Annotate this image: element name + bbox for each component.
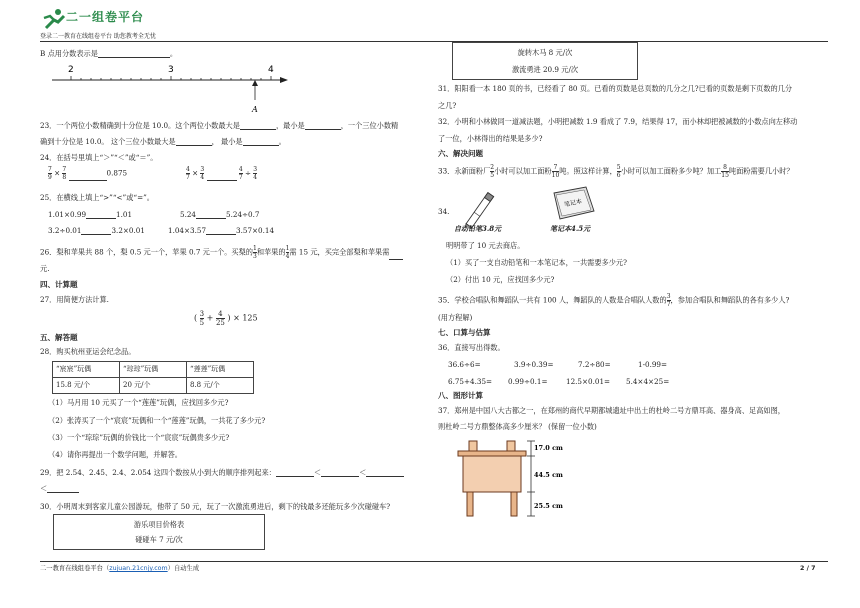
question-36: 36．直接写出得数。 — [438, 343, 505, 352]
question-34: 34. — [438, 207, 450, 216]
page-number: 2 / 7 — [800, 565, 816, 572]
question-28-sub-4: （4）请你再提出一个数学问题，并解答。 — [48, 450, 182, 459]
calc-1: 36.6÷6= — [448, 360, 481, 369]
question-23-line2: 确到十分位是 10.0。 这个三位小数最大是 ， 最小是 。 — [40, 137, 286, 146]
notebook-price-label: 笔记本4.5元 — [550, 224, 591, 233]
ride-price-list-continued — [452, 42, 638, 80]
question-34-intro: 明明带了 10 元去商店。 — [446, 241, 525, 250]
ride-price-list-title: 游乐项目价格表 — [133, 520, 185, 529]
question-28: 28．购买杭州亚运会纪念品。 — [40, 347, 136, 356]
souvenir-price-3: 8.8 元/个 — [187, 378, 254, 394]
question-28-sub-2: （2）张涛买了一个“宸宸”玩偶和一个“莲莲”玩偶，一共花了多少元? — [48, 416, 266, 425]
dim-ear-height: 17.0 cm — [534, 444, 563, 452]
calc-4: 1-0.99= — [638, 360, 668, 369]
question-31-tail: 之几? — [438, 101, 457, 110]
question-25-r2: 3.2÷0.01 3.2×0.01 — [48, 226, 145, 235]
question-23: 23．一个两位小数精确到十分位是 10.0。这个两位小数最大是 ，最小是 ，一个三位小数精 — [40, 121, 399, 130]
pencil-price-label: 自动铅笔3.8元 — [454, 224, 502, 233]
question-29: 29．把 2.54、2.45、2.4、2.054 这四个数按从小到大的顺序排列起来： ＜ ＜ — [40, 468, 404, 477]
calc-8: 5.4×4×25= — [626, 377, 670, 386]
question-33: 33．永新面粉厂 $\frac{2}{5}$ 小时可以加工面粉 $\frac{7}{10}$ 吨。照这样计算， $\frac{5}{6}$ 小时可以加工面粉多少吨？加工 $\frac{8}{15}$ 吨面粉需要几小时？ — [438, 164, 794, 179]
souvenir-name-3: “莲莲”玩偶 — [187, 362, 254, 378]
section-5-title: 五、解答题 — [40, 333, 78, 342]
question-32: 32．小明和小林做同一道减法题，小明把减数 1.9 看成了 7.9，结果得 17，而小林却把被减数的小数点向左移动 — [438, 117, 798, 126]
footer-divider — [40, 561, 828, 562]
souvenir-name-2: “琮琮”玩偶 — [120, 362, 187, 378]
question-29-tail: ＜ — [40, 484, 79, 493]
souvenir-price-1: 15.8 元/个 — [53, 378, 120, 394]
question-24-a: $\frac{7}{9}$ × $\frac{7}{8}$ 0.875 — [48, 166, 128, 181]
header-tagline: 登录二一教育在线组卷平台 助您教考全无忧 — [40, 33, 156, 40]
question-27: 27．用简便方法计算. — [40, 295, 109, 304]
dim-body-height: 44.5 cm — [534, 471, 563, 479]
question-24-b: $\frac{4}{7}$ × $\frac{3}{4}$ $\frac{4}{7}$ ÷ $\frac{3}{4}$ — [186, 166, 258, 181]
point-a-label: A — [252, 105, 258, 114]
question-26: 26．梨和苹果共 88 个，梨 0.5 元一个，苹果 0.7 元一个。买梨的 $\frac{1}{3}$ 和苹果的 $\frac{1}{4}$ 需 15 元，买完全部梨和苹果需 — [40, 245, 403, 260]
question-25-r2b: 1.04×3.57 3.57×0.14 — [168, 226, 275, 235]
question-35: 35．学校合唱队和舞蹈队一共有 100 人，舞蹈队的人数是合唱队人数的 $\frac{3}{7}$ ，参加合唱队和舞蹈队的各有多少人? — [438, 293, 790, 308]
notebook-icon — [548, 185, 598, 221]
question-30: 30．小明周末到客家儿童公园游玩，他带了 50 元，玩了一次激流勇进后，剩下的钱最多还能玩多少次碰碰车? — [40, 502, 391, 511]
calc-5: 6.75+4.35= — [448, 377, 493, 386]
souvenir-price-2: 20 元/个 — [120, 378, 187, 394]
question-34-sub-1: （1）买了一支自动铅笔和一本笔记本，一共需要多少元? — [446, 258, 627, 267]
section-4-title: 四、计算题 — [40, 280, 78, 289]
ride-price-carousel: 旋转木马 8 元/次 — [517, 48, 573, 57]
section-6-title: 六、解决问题 — [438, 149, 483, 158]
dim-foot-height: 25.5 cm — [534, 502, 563, 510]
section-7-title: 七、口算与估算 — [438, 328, 491, 337]
question-35-note: (用方程解) — [438, 313, 473, 322]
question-28-sub-3: （3）一个“琮琮”玩偶的价钱比一个“宸宸”玩偶贵多少元? — [48, 433, 230, 442]
question-25-r1b: 5.24 5.24÷0.7 — [180, 210, 260, 219]
question-27-expression: ( $\frac{3}{5}$ + $\frac{4}{25}$ ) × 125 — [194, 310, 258, 327]
tick-label-4: 4 — [268, 65, 274, 75]
calc-6: 0.99÷0.1= — [508, 377, 548, 386]
bronze-ding-figure — [455, 438, 575, 520]
souvenir-name-1: “宸宸”玩偶 — [53, 362, 120, 378]
question-32-tail: 了一位，小林得出的结果是多少? — [438, 134, 543, 143]
question-26-tail: 元. — [40, 264, 50, 273]
calc-3: 7.2÷80= — [578, 360, 611, 369]
question-25-r1: 1.01×0.99 1.01 — [48, 210, 133, 219]
notebook-cover-text: 笔记本 — [563, 197, 583, 209]
footer-link[interactable]: zujuan.21cnjy.com — [109, 565, 168, 572]
footer-source: 二一教育在线组卷平台（zujuan.21cnjy.com）自动生成 — [40, 565, 200, 572]
question-25: 25．在横线上填上“>”“<”或“=”。 — [40, 193, 154, 202]
ride-price-list — [53, 514, 265, 550]
number-line — [40, 58, 300, 116]
question-31: 31．阳阳看一本 180 页的书，已经看了 80 页。已看的页数是总页数的几分之几?已看的页数是剩下页数的几分 — [438, 84, 793, 93]
ride-price-bumper-car: 碰碰车 7 元/次 — [135, 535, 183, 544]
header-divider — [40, 41, 828, 42]
souvenir-price-table — [52, 361, 254, 394]
tick-label-2: 2 — [68, 65, 74, 75]
calc-2: 3.9÷0.39= — [514, 360, 554, 369]
question-37-tail: 则杜岭二号方鼎整体高多少厘米？ (保留一位小数) — [438, 422, 597, 431]
question-37: 37．郑州是中国八大古都之一，在郑州的商代早期都城遗址中出土的杜岭二号方鼎耳高、器身高、足高如图， — [438, 406, 785, 415]
question-b-point: B 点用分数表示是 。 — [40, 49, 178, 58]
tick-label-3: 3 — [168, 65, 174, 75]
logo-text: 二一组卷平台 — [66, 10, 145, 24]
pencil-icon — [452, 186, 512, 228]
calc-7: 12.5×0.01= — [566, 377, 611, 386]
question-28-sub-1: （1）马月用 10 元买了一个“莲莲”玩偶，应找回多少元? — [48, 398, 229, 407]
question-34-sub-2: （2）付出 10 元，应找回多少元? — [446, 275, 555, 284]
ride-price-rafting: 激流勇进 20.9 元/次 — [511, 65, 579, 74]
question-24: 24．在括号里填上“＞”“＜”或“＝”。 — [40, 153, 158, 162]
section-8-title: 八、图形计算 — [438, 391, 483, 400]
